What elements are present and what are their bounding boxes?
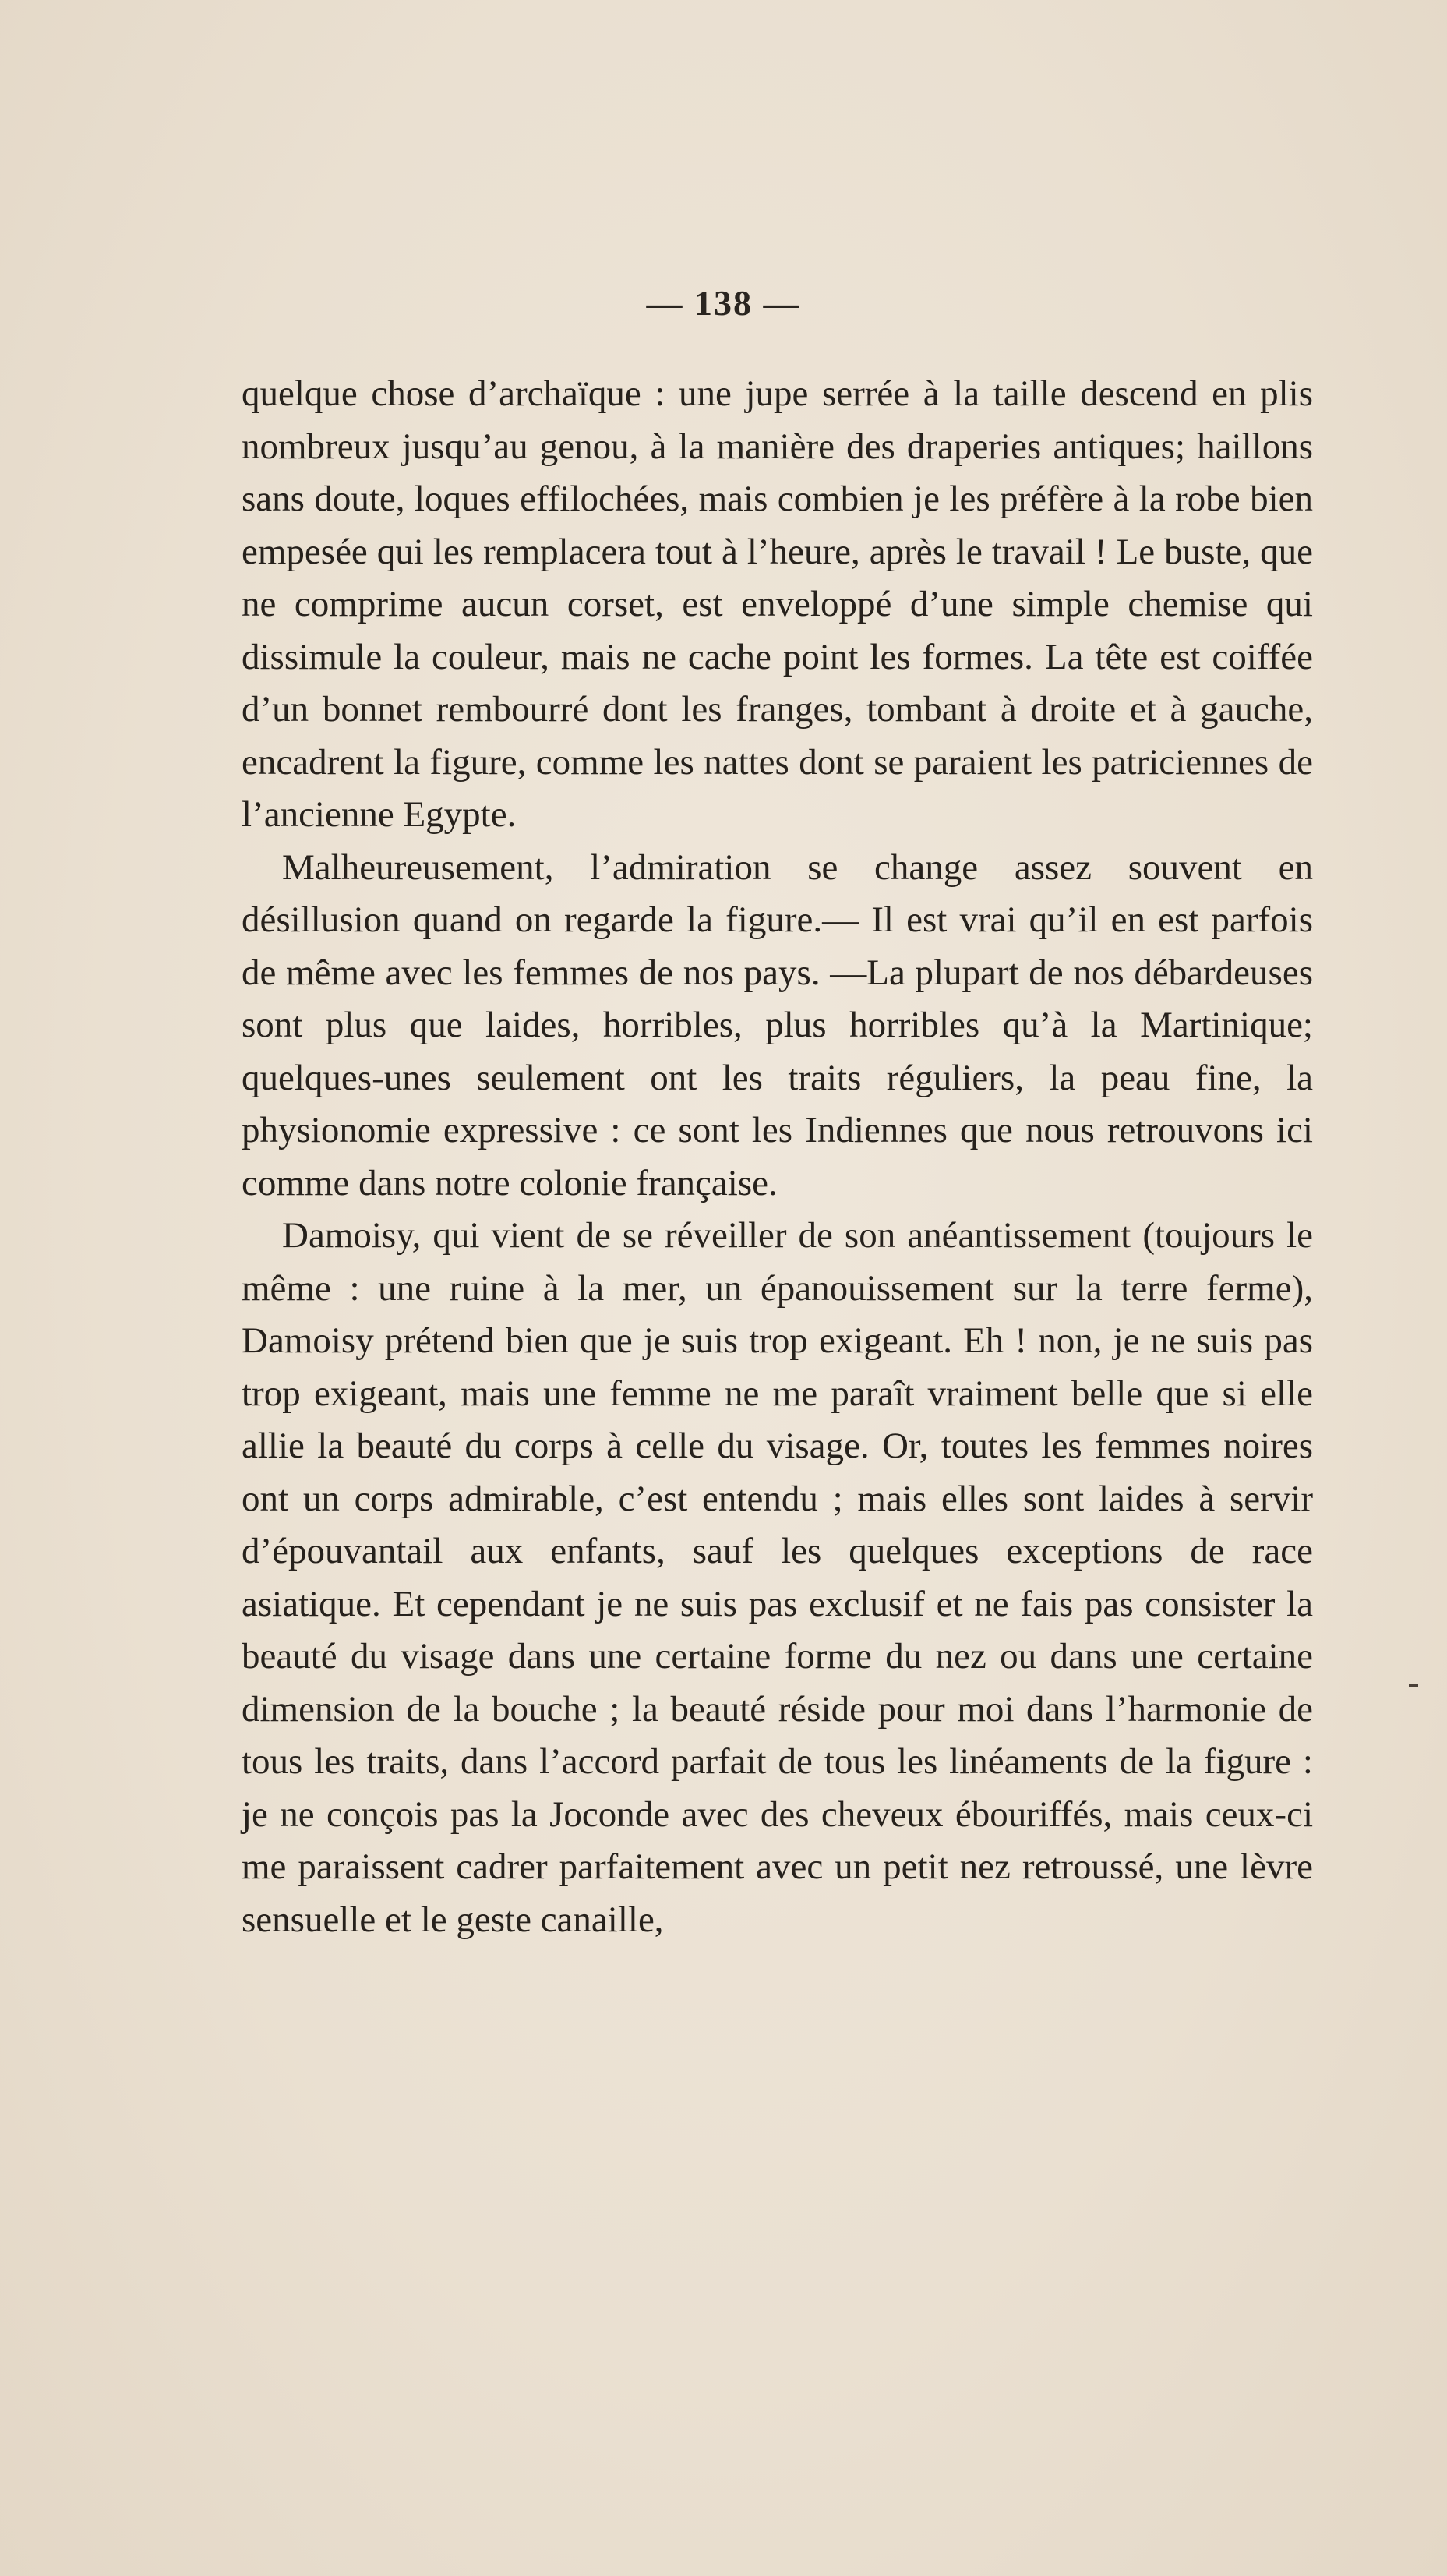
page-number: — 138 — xyxy=(646,283,801,323)
margin-mark xyxy=(1409,1684,1418,1687)
body-text xyxy=(242,368,1313,1946)
paragraph: Malheureusement, l’admiration se change assez souvent en désillusion quand on regarde la figure.— Il est vrai qu’il en est parfois de même avec les femmes de nos pays. —La plupart de nos débardeuses sont plus que laides, horribles, plus horribles qu’à la Martinique; quelques-unes seulement ont les traits réguliers, la peau fine, la physionomie expressive : ce sont les Indiennes que nous retrouvons ici comme dans notre colonie française. xyxy=(242,846,1313,1203)
paragraph: quelque chose d’archaïque : une jupe serrée à la taille descend en plis nombreux jusqu’au genou, à la manière des draperies antiques; haillons sans doute, loques effilochées, mais combien je les préfère à la robe bien empesée qui les remplacera tout à l’heure, après le travail ! Le buste, que ne comprime aucun corset, est enveloppé d’une simple chemise qui dissimule la couleur, mais ne cache point les formes. La tête est coiffée d’un bonnet rembourré dont les franges, tombant à droite et à gauche, encadrent la figure, comme les nattes dont se paraient les patriciennes de l’ancienne Egypte. xyxy=(242,373,1313,835)
paragraph: Damoisy, qui vient de se réveiller de son anéantissement (toujours le même : une ruine à la mer, un épanouissement sur la terre ferme), Damoisy prétend bien que je suis trop exigeant. Eh ! non, je ne suis pas trop exigeant, mais une femme ne me paraît vraiment belle que si elle allie la beauté du corps à celle du visage. Or, toutes les femmes noires ont un corps admirable, c’est entendu ; mais elles sont laides à servir d’épouvantail aux enfants, sauf les quelques exceptions de race asiatique. Et cependant je ne suis pas exclusif et ne fais pas consister la beauté du visage dans une certaine forme du nez ou dans une certaine dimension de la bouche ; la beauté réside pour moi dans l’harmonie de tous les traits, dans l’accord parfait de tous les linéaments de la figure : je ne conçois pas la Joconde avec des cheveux ébouriffés, mais ceux-ci me paraissent cadrer parfaitement avec un petit nez retroussé, une lèvre sensuelle et le geste canaille, xyxy=(242,1215,1313,1940)
